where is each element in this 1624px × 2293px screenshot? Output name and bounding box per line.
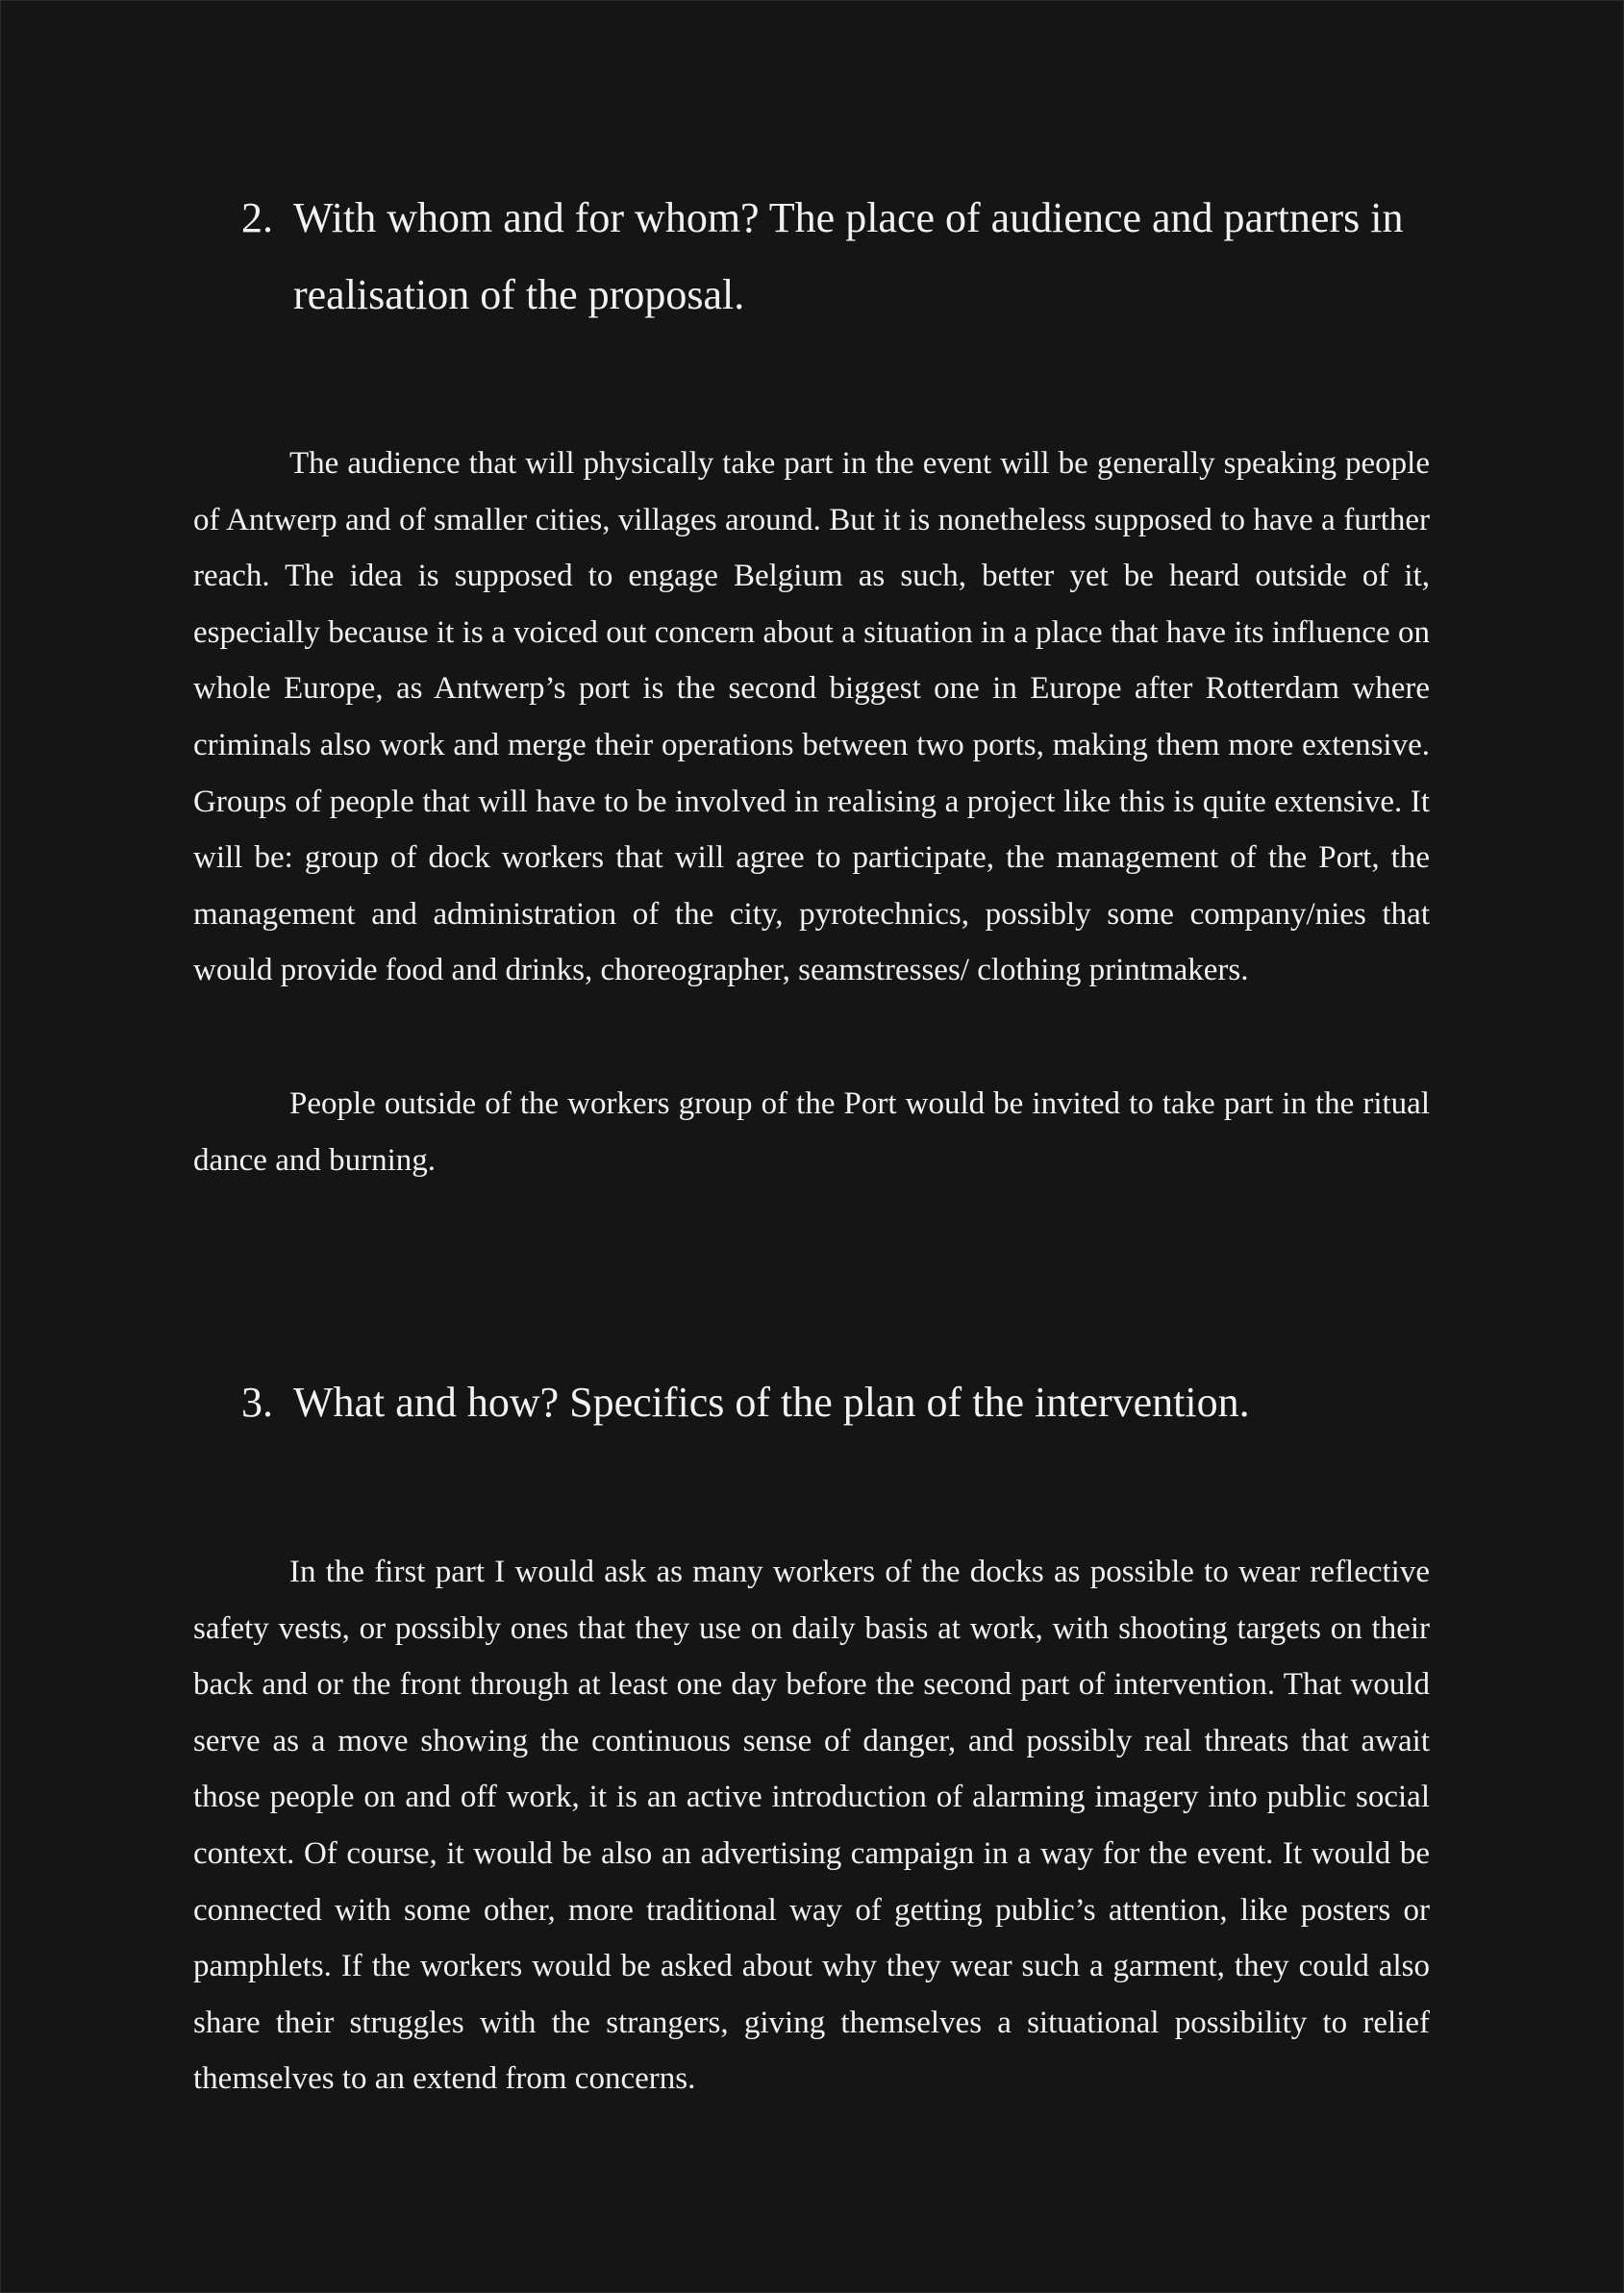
section-number: 3. — [241, 1379, 273, 1426]
section-title: What and how? Specifics of the plan of the intervention. — [293, 1379, 1250, 1426]
section-2-heading — [241, 180, 1434, 334]
section-3-heading — [241, 1364, 1434, 1441]
paragraph: People outside of the workers group of the Port would be invited to take part in the ritual dance and burning. — [193, 1086, 1430, 1178]
section-number: 2. — [241, 194, 273, 241]
section-title: With whom and for whom? The place of audience and partners in realisation of the proposal. — [293, 194, 1404, 318]
paragraph: In the first part I would ask as many workers of the docks as possible to wear reflective safety vests, or possibly ones that they use on daily basis at work, with shooting targets on their back and or the front through at least one day before the second part of intervention. That would serve as a move showing the continuous sense of danger, and possibly real threats that await those people on and off work, it is an active introduction of alarming imagery into public social context. Of course, it would be also an advertising campaign in a way for the event. It would be connected with some other, more traditional way of getting public’s attention, like posters or pamphlets. If the workers would be asked about why they wear such a garment, they could also share their struggles with the strangers, giving themselves a situational possibility to relief themselves to an extend from concerns. — [193, 1555, 1430, 2097]
paragraph: The audience that will physically take part in the event will be generally speaking people of Antwerp and of smaller cities, villages around. But it is nonetheless supposed to have a further reach. The idea is supposed to engage Belgium as such, better yet be heard outside of it, especially because it is a voiced out concern about a situation in a place that have its influence on whole Europe, as Antwerp’s port is the second biggest one in Europe after Rotterdam where criminals also work and merge their operations between two ports, making them more extensive. Groups of people that will have to be involved in realising a project like this is quite extensive. It will be: group of dock workers that will agree to participate, the management of the Port, the management and administration of the city, pyrotechnics, possibly some company/nies that would provide food and drinks, choreographer, seamstresses/ clothing printmakers. — [193, 446, 1430, 988]
